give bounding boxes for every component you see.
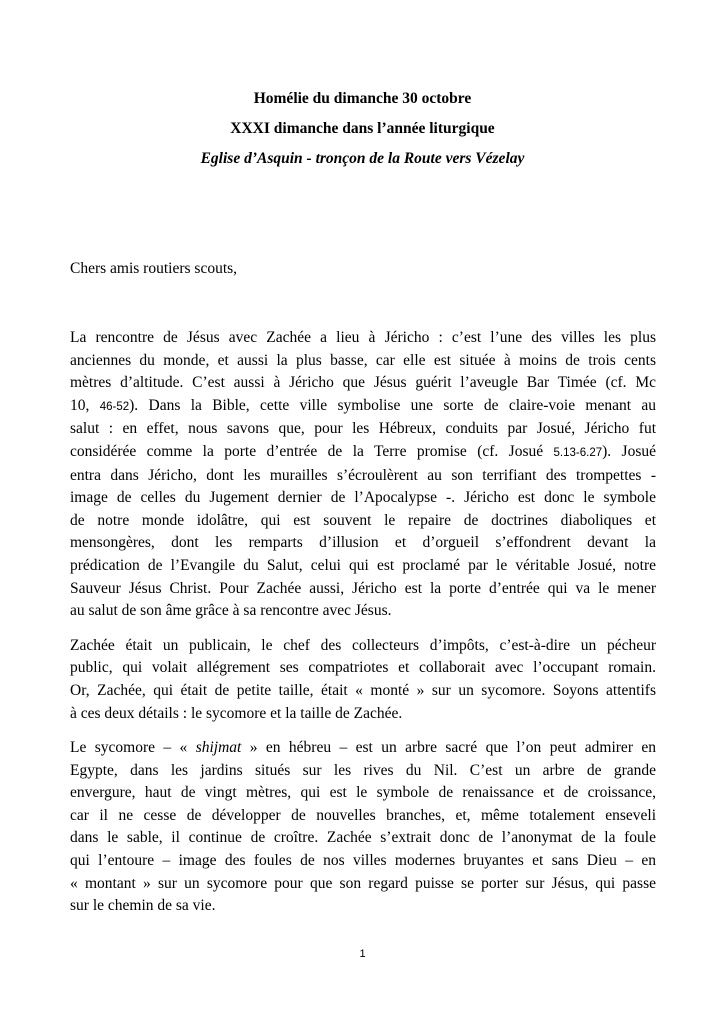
text-line: dans le sable, il continue de croître. Zachée s’extrait donc de l’anonymat de la foule bbox=[70, 829, 656, 847]
location-line: Eglise d’Asquin - tronçon de la Route vers Vézelay bbox=[200, 150, 525, 167]
text-line: « montant » sur un sycomore pour que son regard puisse se porter sur Jésus, qui passe bbox=[70, 874, 656, 892]
body-text bbox=[70, 327, 656, 930]
verse-reference: 46-52 bbox=[99, 400, 130, 413]
text-fragment: ). Josué bbox=[602, 442, 656, 460]
text-line: car il ne cesse de développer de nouvelles branches, et, même totalement enseveli bbox=[70, 806, 656, 824]
text-line: entra dans Jéricho, dont les murailles s’écroulèrent au son terrifiant des trompettes - bbox=[70, 466, 656, 484]
text-line bbox=[70, 395, 656, 419]
text-line: La rencontre de Jésus avec Zachée a lieu à Jéricho : c’est l’une des villes les plus bbox=[70, 329, 656, 346]
text-line: image de celles du Jugement dernier de l’Apocalypse -. Jéricho est donc le symbole bbox=[70, 489, 656, 507]
text-line: Sauveur Jésus Christ. Pour Zachée aussi, Jéricho est la porte d’entrée qui va le mener bbox=[70, 579, 656, 597]
text-line: de notre monde idolâtre, qui est souvent le repaire de doctrines diaboliques et bbox=[70, 511, 656, 529]
text-line: Or, Zachée, qui était de petite taille, était « monté » sur un sycomore. Soyons attentifs bbox=[70, 681, 656, 699]
text-line: sur le chemin de sa vie. bbox=[70, 897, 216, 915]
paragraph-zachee bbox=[70, 635, 656, 725]
liturgical-subtitle: XXXI dimanche dans l’année liturgique bbox=[230, 120, 495, 137]
text-line bbox=[70, 737, 656, 760]
text-line: Zachée était un publicain, le chef des collecteurs d’impôts, c’est-à-dire un pécheur bbox=[70, 636, 656, 654]
text-fragment: » en hébreu – est un arbre sacré que l’on peut admirer en bbox=[241, 739, 656, 757]
text-fragment: ). Dans la Bible, cette ville symbolise une sorte de claire-voie menant au bbox=[129, 396, 656, 414]
paragraph-jericho bbox=[70, 327, 656, 623]
verse-reference: 5.13-6.27 bbox=[553, 446, 603, 459]
text-line: qui l’entoure – image des foules de nos villes modernes bruyantes et sans Dieu – en bbox=[70, 852, 656, 870]
text-line: prédication de l’Evangile du Salut, celui qui est proclamé par le véritable Josué, notre bbox=[70, 556, 656, 574]
text-line: salut : en effet, nous savons que, pour les Hébreux, conduits par Josué, Jéricho fut bbox=[70, 420, 656, 438]
text-line: anciennes du monde, et aussi la plus basse, car elle est située à moins de trois cents bbox=[70, 351, 656, 369]
text-line: mensongères, dont les remparts d’illusion et d’orgueil s’effondrent devant la bbox=[70, 534, 656, 552]
homily-title: Homélie du dimanche 30 octobre bbox=[253, 90, 472, 107]
text-fragment: 10, bbox=[70, 396, 100, 414]
text-fragment: Le sycomore – « bbox=[70, 739, 196, 757]
text-line: au salut de son âme grâce à sa rencontre avec Jésus. bbox=[70, 602, 392, 620]
text-line bbox=[70, 441, 656, 465]
text-line: à ces deux détails : le sycomore et la taille de Zachée. bbox=[70, 704, 403, 722]
text-line: envergure, haut de vingt mètres, qui est le symbole de renaissance et de croissance, bbox=[70, 784, 656, 802]
text-line: mètres d’altitude. C’est aussi à Jéricho que Jésus guérit l’aveugle Bar Timée (cf. Mc bbox=[70, 374, 656, 392]
greeting: Chers amis routiers scouts, bbox=[70, 260, 238, 277]
text-fragment: considérée comme la porte d’entrée de la Terre promise (cf. Josué bbox=[70, 442, 554, 460]
text-line: Egypte, dans les jardins situés sur les rives du Nil. C’est un arbre de grande bbox=[70, 761, 656, 779]
text-line: public, qui volait allégrement ses compatriotes et collaborait avec l’occupant romain. bbox=[70, 659, 656, 677]
title-block bbox=[0, 84, 725, 174]
hebrew-word: shijmat bbox=[195, 739, 242, 757]
paragraph-sycomore bbox=[70, 737, 656, 918]
page-number: 1 bbox=[359, 948, 366, 960]
